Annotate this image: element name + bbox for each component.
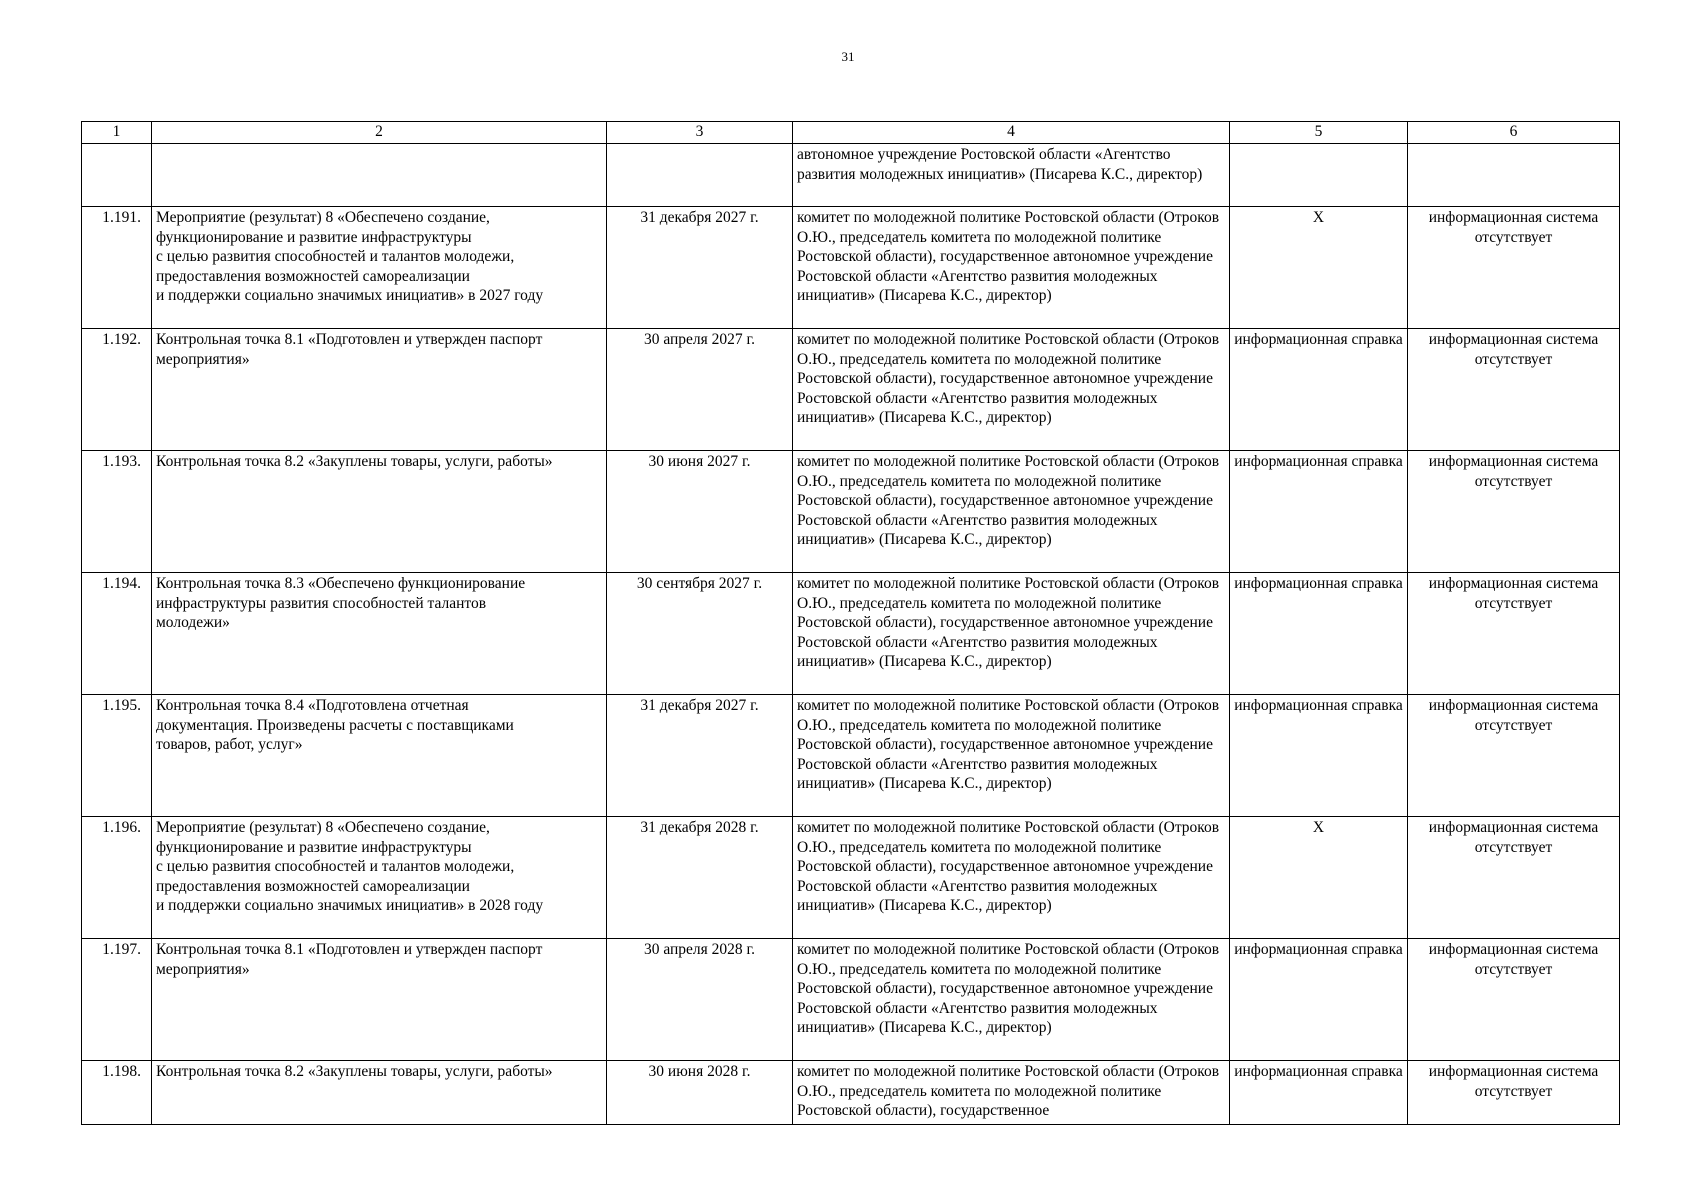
table-row: [82, 207, 1620, 329]
cell-number: 1.196.: [82, 817, 152, 939]
cell-document: информационная справка: [1230, 573, 1408, 695]
table-row: [82, 939, 1620, 1061]
cell-description: [152, 329, 607, 451]
cell-description: [152, 207, 607, 329]
description-line: Контрольная точка 8.2 «Закуплены товары, услуги, работы»: [156, 1063, 553, 1080]
cell-responsible: комитет по молодежной политике Ростовской области (Отроков О.Ю., председатель комитета по молодежной политике Ростовской области), государственное автономное учреждение Ростовской области «Агентство развития молодежных инициатив» (Писарева К.С., директор): [793, 207, 1230, 329]
cell-number: 1.194.: [82, 573, 152, 695]
description-line: Контрольная точка 8.1 «Подготовлен и утвержден паспорт: [156, 941, 543, 958]
cell-document: Х: [1230, 817, 1408, 939]
description-line: инфраструктуры развития способностей талантов: [156, 594, 487, 612]
header-col-4: 4: [793, 122, 1230, 144]
table-row: [82, 329, 1620, 451]
cell-date: 30 июня 2028 г.: [607, 1061, 793, 1125]
description-line: с целью развития способностей и талантов молодежи,: [156, 858, 515, 876]
description-line: функционирование и развитие инфраструктуры: [156, 838, 472, 856]
description-line: Мероприятие (результат) 8 «Обеспечено создание,: [156, 819, 490, 836]
table-row: [82, 695, 1620, 817]
cell-responsible: комитет по молодежной политике Ростовской области (Отроков О.Ю., председатель комитета по молодежной политике Ростовской области), государственное автономное учреждение Ростовской области «Агентство развития молодежных инициатив» (Писарева К.С., директор): [793, 939, 1230, 1061]
cell-date: 30 сентября 2027 г.: [607, 573, 793, 695]
cell-system: информационная система отсутствует: [1408, 573, 1620, 695]
header-row: [82, 122, 1620, 144]
header-col-1: 1: [82, 122, 152, 144]
cell-date: 30 июня 2027 г.: [607, 451, 793, 573]
table-row: [82, 573, 1620, 695]
cell-number: 1.193.: [82, 451, 152, 573]
cell-responsible: комитет по молодежной политике Ростовской области (Отроков О.Ю., председатель комитета по молодежной политике Ростовской области), государственное автономное учреждение Ростовской области «Агентство развития молодежных инициатив» (Писарева К.С., директор): [793, 451, 1230, 573]
description-line: мероприятия»: [156, 350, 250, 368]
cell-document: информационная справка: [1230, 939, 1408, 1061]
cell-responsible: комитет по молодежной политике Ростовской области (Отроков О.Ю., председатель комитета по молодежной политике Ростовской области), государственное автономное учреждение Ростовской области «Агентство развития молодежных инициатив» (Писарева К.С., директор): [793, 573, 1230, 695]
description-line: мероприятия»: [156, 960, 250, 978]
table-row: [82, 451, 1620, 573]
cell-responsible: комитет по молодежной политике Ростовской области (Отроков О.Ю., председатель комитета по молодежной политике Ростовской области), государственное автономное учреждение Ростовской области «Агентство развития молодежных инициатив» (Писарева К.С., директор): [793, 695, 1230, 817]
cell-description: [152, 1061, 607, 1125]
cell-document: [1230, 144, 1408, 207]
cell-document: информационная справка: [1230, 451, 1408, 573]
description-line: функционирование и развитие инфраструктуры: [156, 228, 472, 246]
cell-system: информационная система отсутствует: [1408, 451, 1620, 573]
cell-document: информационная справка: [1230, 695, 1408, 817]
description-line: Контрольная точка 8.2 «Закуплены товары, услуги, работы»: [156, 453, 553, 470]
cell-date: 31 декабря 2027 г.: [607, 207, 793, 329]
cell-system: информационная система отсутствует: [1408, 939, 1620, 1061]
cell-description: [152, 573, 607, 695]
cell-number: [82, 144, 152, 207]
cell-responsible: комитет по молодежной политике Ростовской области (Отроков О.Ю., председатель комитета по молодежной политике Ростовской области), государственное автономное учреждение Ростовской области «Агентство развития молодежных инициатив» (Писарева К.С., директор): [793, 817, 1230, 939]
cell-date: [607, 144, 793, 207]
cell-document: информационная справка: [1230, 329, 1408, 451]
cell-system: информационная система отсутствует: [1408, 1061, 1620, 1125]
description-line: документация. Произведены расчеты с поставщиками: [156, 716, 514, 734]
header-col-6: 6: [1408, 122, 1620, 144]
cell-date: 31 декабря 2027 г.: [607, 695, 793, 817]
cell-system: информационная система отсутствует: [1408, 817, 1620, 939]
header-col-3: 3: [607, 122, 793, 144]
cell-document: Х: [1230, 207, 1408, 329]
description-line: с целью развития способностей и талантов молодежи,: [156, 248, 515, 266]
cell-date: 30 апреля 2028 г.: [607, 939, 793, 1061]
cell-system: [1408, 144, 1620, 207]
cell-system: информационная система отсутствует: [1408, 207, 1620, 329]
continuation-row: [82, 144, 1620, 207]
cell-number: 1.195.: [82, 695, 152, 817]
page-number: 31: [841, 49, 855, 64]
cell-description: [152, 939, 607, 1061]
table-row: [82, 1061, 1620, 1125]
cell-number: 1.197.: [82, 939, 152, 1061]
cell-system: информационная система отсутствует: [1408, 695, 1620, 817]
cell-responsible: автономное учреждение Ростовской области «Агентство развития молодежных инициатив» (Писарева К.С., директор): [793, 144, 1230, 207]
cell-number: 1.192.: [82, 329, 152, 451]
cell-date: 31 декабря 2028 г.: [607, 817, 793, 939]
description-line: Контрольная точка 8.1 «Подготовлен и утвержден паспорт: [156, 331, 543, 348]
cell-system: информационная система отсутствует: [1408, 329, 1620, 451]
description-line: Контрольная точка 8.4 «Подготовлена отчетная: [156, 697, 469, 714]
description-line: предоставления возможностей самореализации: [156, 267, 470, 285]
cell-description: [152, 695, 607, 817]
cell-description: [152, 817, 607, 939]
cell-responsible: комитет по молодежной политике Ростовской области (Отроков О.Ю., председатель комитета по молодежной политике Ростовской области), государственное автономное учреждение Ростовской области «Агентство развития молодежных инициатив» (Писарева К.С., директор): [793, 329, 1230, 451]
cell-document: информационная справка: [1230, 1061, 1408, 1125]
description-line: Контрольная точка 8.3 «Обеспечено функционирование: [156, 575, 526, 592]
cell-date: 30 апреля 2027 г.: [607, 329, 793, 451]
description-line: и поддержки социально значимых инициатив» в 2028 году: [156, 897, 544, 915]
cell-number: 1.191.: [82, 207, 152, 329]
cell-number: 1.198.: [82, 1061, 152, 1125]
cell-description: [152, 451, 607, 573]
description-line: и поддержки социально значимых инициатив» в 2027 году: [156, 287, 544, 305]
cell-description: [152, 144, 607, 207]
header-col-2: 2: [152, 122, 607, 144]
header-col-5: 5: [1230, 122, 1408, 144]
cell-responsible: комитет по молодежной политике Ростовской области (Отроков О.Ю., председатель комитета по молодежной политике Ростовской области), государственное: [793, 1061, 1230, 1125]
control-points-table: [81, 121, 1620, 1125]
description-line: товаров, работ, услуг»: [156, 736, 303, 754]
description-line: молодежи»: [156, 614, 230, 632]
description-line: предоставления возможностей самореализации: [156, 877, 470, 895]
description-line: Мероприятие (результат) 8 «Обеспечено создание,: [156, 209, 490, 226]
table-row: [82, 817, 1620, 939]
